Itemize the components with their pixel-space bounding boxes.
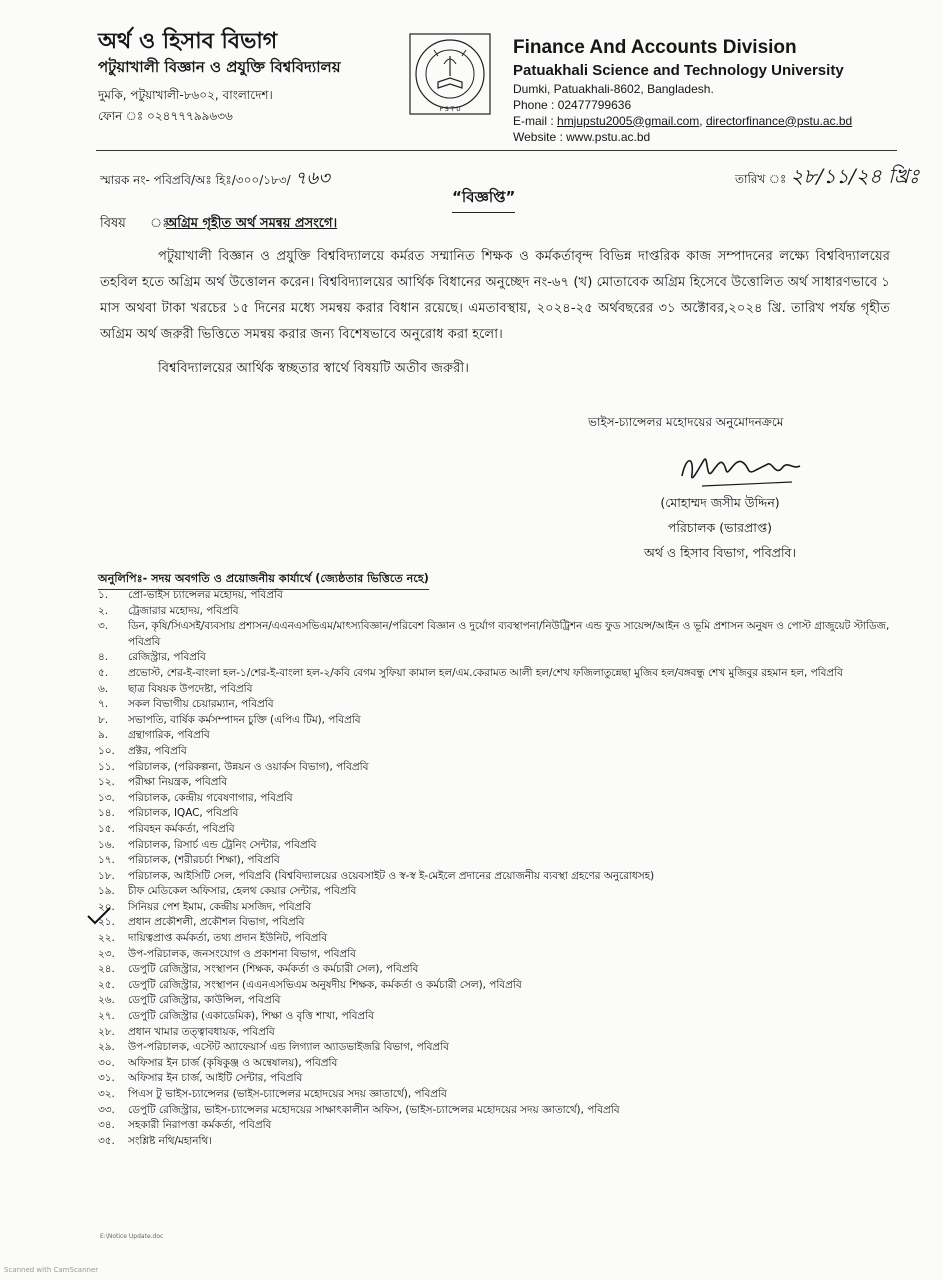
cc-item-text: রেজিস্ট্রার, পবিপ্রবি [128, 651, 206, 664]
cc-item-text: পরিচালক, রিসার্চ এন্ড ট্রেনিং সেন্টার, পবিপ্রবি [128, 838, 317, 851]
svg-text:P S T U: P S T U [439, 106, 461, 113]
cc-item-text: পরিচালক, (পরিকল্পনা, উন্নয়ন ও ওয়ার্কস বিভাগ), পবিপ্রবি [128, 760, 369, 773]
letterhead-english [513, 36, 852, 145]
signatory-block [600, 490, 840, 565]
cc-item-text: সিনিয়র পেশ ইমাম, কেন্দ্রীয় মসজিদ, পবিপ্রবি [128, 900, 312, 913]
cc-item-number: ২৬. [98, 994, 115, 1007]
cc-item-number: ৩০. [98, 1056, 115, 1069]
phone-en: Phone : 02477799636 [513, 97, 632, 112]
cc-item-text: দায়িত্বপ্রাপ্ত কর্মকর্তা, তথ্য প্রদান ইউনিট, পবিপ্রবি [128, 932, 328, 945]
subject-label: বিষয় [100, 216, 126, 231]
university-name-en: Patuakhali Science and Technology University [513, 61, 844, 79]
cc-item-text: গ্রন্থাগারিক, পবিপ্রবি [128, 729, 210, 742]
notice-date [735, 162, 919, 195]
cc-item-text: পরিচালক, কেন্দ্রীয় গবেষণাগার, পবিপ্রবি [128, 791, 293, 804]
cc-item-text: পরিচালক, আইসিটি সেল, পবিপ্রবি (বিশ্ববিদ্যালয়ের ওয়েবসাইট ও স্ব-স্ব ই-মেইলে প্রদানের প্রয়োজনীয় ব্যবস্থা গ্রহণের অনুরোধসহ) [128, 869, 655, 882]
notice-body [100, 244, 890, 382]
cc-list-item [98, 760, 898, 776]
cc-item-number: ১২. [98, 776, 115, 789]
body-paragraph-2: বিশ্ববিদ্যালয়ের আর্থিক স্বচ্ছতার স্বার্থে বিষয়টি অতীব জরুরী। [158, 361, 469, 376]
cc-item-number: ২. [98, 604, 109, 617]
cc-item-number: ৭. [98, 698, 109, 711]
letterhead-divider [96, 150, 897, 151]
cc-list-item [98, 791, 898, 807]
cc-item-number: ২০. [98, 900, 115, 913]
cc-item-number: ১. [98, 589, 109, 601]
cc-list-item [98, 1009, 898, 1025]
cc-item-number: ১৯. [98, 885, 115, 898]
cc-item-text: ডিন, কৃষি/সিএসই/ব্যবসায় প্রশাসন/এএনএসভিএম/মাৎস্যবিজ্ঞান/পরিবেশ বিজ্ঞান ও দুর্যোগ ব্যবস্থাপনা/নিউট্রিশন এন্ড ফুড সায়েন্স/আইন ও ভূমি প্রশাসন অনুষদ ও পোস্ট গ্রাজুয়েট স্টাডিজ, পবিপ্রবি [128, 620, 890, 648]
subject-line [100, 214, 337, 235]
cc-list-item [98, 962, 898, 978]
cc-list-item [98, 682, 898, 698]
email-line [513, 114, 852, 129]
cc-item-number: ১০. [98, 744, 115, 757]
cc-list-item [98, 822, 898, 838]
cc-item-number: ১৪. [98, 807, 115, 820]
letterhead-bengali [98, 28, 341, 124]
cc-list-item [98, 1087, 898, 1103]
cc-item-number: ২৩. [98, 947, 115, 960]
division-title-bn: অর্থ ও হিসাব বিভাগ [98, 29, 278, 54]
cc-item-number: ১১. [98, 760, 115, 773]
cc-item-text: ডেপুটি রেজিস্ট্রার, ভাইস-চ্যান্সেলর মহোদয়ের সাক্ষাৎকালীন অফিস, (ভাইস-চ্যান্সেলর মহোদয়ের সদয় জ্ঞাতার্থে), পবিপ্রবি [128, 1103, 620, 1116]
cc-item-text: ছাত্র বিষয়ক উপদেষ্টা, পবিপ্রবি [128, 682, 253, 695]
address-bn: দুমকি, পটুয়াখালী-৮৬০২, বাংলাদেশ। [98, 88, 273, 103]
cc-list-item [98, 744, 898, 760]
cc-item-number: ১৮. [98, 869, 115, 882]
cc-list-item [98, 1025, 898, 1041]
cc-list-item [98, 853, 898, 869]
cc-item-number: ১৬. [98, 838, 115, 851]
cc-list-item [98, 806, 898, 822]
checkmark-icon [86, 906, 112, 926]
cc-item-number: ১৭. [98, 854, 115, 867]
cc-item-number: ৩৫. [98, 1134, 115, 1147]
cc-item-text: অফিসার ইন চার্জ, আইটি সেন্টার, পবিপ্রবি [128, 1072, 303, 1085]
cc-list-item [98, 728, 898, 744]
cc-item-number: ৩. [98, 620, 109, 633]
cc-item-text: উপ-পরিচালক, এস্টেট অ্যাফেয়ার্স এন্ড লিগ্যাল অ্যাডভাইজরি বিভাগ, পবিপ্রবি [128, 1041, 449, 1054]
cc-item-number: ৩১. [98, 1072, 115, 1085]
cc-list-item [98, 604, 898, 620]
memo-number [100, 164, 330, 195]
cc-list-item [98, 884, 898, 900]
cc-list-item [98, 775, 898, 791]
cc-item-text: ডেপুটি রেজিস্ট্রার, সংস্থাপন (এএনএসভিএম অনুষদীয় শিক্ষক, কর্মকর্তা ও কর্মচারী সেল), পবিপ্রবি [128, 978, 522, 991]
subject-text: অগ্রিম গৃহীত অর্থ সমন্বয় প্রসংগে। [166, 216, 338, 231]
email-link-1[interactable]: hmjupstu2005@gmail.com [557, 113, 700, 128]
email-label: E-mail : [513, 113, 558, 128]
cc-item-text: সকল বিভাগীয় চেয়ারম্যান, পবিপ্রবি [128, 698, 274, 711]
cc-item-number: ৮. [98, 713, 109, 726]
cc-list-item [98, 1056, 898, 1072]
cc-item-text: সভাপতি, বার্ষিক কর্মসম্পাদন চুক্তি (এপিএ টিম), পবিপ্রবি [128, 713, 361, 726]
cc-item-text: ট্রেজারার মহোদয়, পবিপ্রবি [128, 604, 239, 617]
subject-separator: ঃ [150, 216, 170, 231]
email-link-2[interactable]: directorfinance@pstu.ac.bd [705, 113, 853, 128]
university-name-bn: পটুয়াখালী বিজ্ঞান ও প্রযুক্তি বিশ্ববিদ্যালয় [98, 57, 341, 76]
cc-list-item [98, 697, 898, 713]
cc-list-item [98, 978, 898, 994]
cc-item-text: ডেপুটি রেজিস্ট্রার (একাডেমিক), শিক্ষা ও বৃত্তি শাখা, পবিপ্রবি [128, 1010, 374, 1023]
phone-bn: ফোন ঃ ০২৪৭৭৭৯৯৬৩৬ [98, 109, 233, 124]
memo-label: স্মারক নং- পবিপ্রবি/অঃ হিঃ/৩০০/১৮৩/ [100, 173, 291, 187]
cc-list-item [98, 947, 898, 963]
signatory-office: অর্থ ও হিসাব বিভাগ, পবিপ্রবি। [644, 545, 796, 560]
cc-item-number: ২২. [98, 932, 115, 945]
cc-item-text: প্রধান খামার তত্ত্বাবধায়ক, পবিপ্রবি [128, 1025, 275, 1038]
notice-title: “বিজ্ঞপ্তি” [452, 186, 515, 213]
cc-list-item [98, 619, 898, 650]
cc-list-item [98, 993, 898, 1009]
address-en: Dumki, Patuakhali-8602, Bangladesh. [513, 81, 714, 96]
cc-item-number: ১৫. [98, 822, 115, 835]
date-handwritten: ২৮/১১/২৪ খ্রিঃ [790, 164, 920, 188]
signatory-name: (মোহাম্মদ জসীম উদ্দিন) [660, 495, 780, 510]
cc-list-item [98, 1071, 898, 1087]
cc-list-item [98, 1103, 898, 1119]
cc-item-number: ৩২. [98, 1088, 115, 1100]
cc-list-item [98, 931, 898, 947]
cc-item-number: ২৪. [98, 963, 115, 976]
cc-list-item [98, 588, 898, 604]
file-path-footer: E:\Notice Update.doc [100, 1233, 164, 1240]
division-title-en: Finance And Accounts Division [513, 37, 797, 58]
cc-list-item [98, 838, 898, 854]
cc-item-text: প্রক্টর, পবিপ্রবি [128, 744, 187, 757]
email-separator: , [699, 113, 706, 128]
signatory-designation: পরিচালক (ভারপ্রাপ্ত) [667, 520, 773, 535]
cc-item-number: ৪. [98, 651, 109, 664]
cc-item-number: ২১. [98, 916, 115, 929]
cc-item-text: চীফ মেডিকেল অফিসার, হেলথ কেয়ার সেন্টার, পবিপ্রবি [128, 885, 357, 898]
cc-item-number: ৩৩. [98, 1103, 115, 1116]
cc-item-number: ১৩. [98, 791, 115, 804]
approval-line: ভাইস-চ্যান্সেলর মহোদয়ের অনুমোদনক্রমে [588, 415, 784, 429]
cc-list-item [98, 713, 898, 729]
cc-item-number: ৯. [98, 729, 109, 742]
cc-item-number: ২৭. [98, 1010, 115, 1023]
cc-item-text: প্রভোস্ট, শের-ই-বাংলা হল-১/শের-ই-বাংলা হল-২/কবি বেগম সুফিয়া কামাল হল/এম.কেরামত আলী হল/শেখ ফজিলাতুন্নেছা মুজিব হল/বঙ্গবন্ধু শেখ মুজিবুর রহমান হল, পবিপ্রবি [128, 666, 843, 679]
cc-item-text: ডেপুটি রেজিস্ট্রার, কাউন্সিল, পবিপ্রবি [128, 994, 281, 1007]
cc-item-text: অফিসার ইন চার্জ (কৃষিকুঞ্জ ও অন্বেষালয়), পবিপ্রবি [128, 1056, 338, 1069]
cc-list-item [98, 869, 898, 885]
cc-item-text: পরিচালক, (শরীরচর্চা শিক্ষা), পবিপ্রবি [128, 854, 280, 867]
website: Website : www.pstu.ac.bd [513, 129, 651, 144]
cc-item-number: ২৯. [98, 1041, 115, 1054]
cc-list-item [98, 1134, 898, 1150]
cc-item-text: পরিচালক, IQAC, পবিপ্রবি [128, 807, 239, 820]
cc-item-number: ২৮. [98, 1025, 115, 1038]
cc-list-item [98, 666, 898, 682]
cc-list-item [98, 915, 898, 931]
cc-list-item [98, 1118, 898, 1134]
cc-item-text: উপ-পরিচালক, জনসংযোগ ও প্রকাশনা বিভাগ, পবিপ্রবি [128, 947, 356, 960]
cc-item-number: ৫. [98, 666, 109, 679]
cc-item-text: পরীক্ষা নিয়ন্ত্রক, পবিপ্রবি [128, 776, 228, 789]
cc-item-text: প্রো-ভাইস চ্যান্সেলর মহোদয়, পবিপ্রবি [128, 589, 283, 601]
cc-heading: অনুলিপিঃ- সদয় অবগতি ও প্রয়োজনীয় কার্যার্থে (জ্যেষ্ঠতার ভিত্তিতে নহে) [98, 570, 429, 590]
cc-item-text: পরিবহন কর্মকর্তা, পবিপ্রবি [128, 822, 235, 835]
date-label: তারিখ ঃ [735, 172, 787, 186]
cc-item-text: প্রধান প্রকৌশলী, প্রকৌশল বিভাগ, পবিপ্রবি [128, 916, 305, 929]
cc-item-number: ৩৪. [98, 1119, 115, 1132]
memo-number-handwritten: ৭৬৩ [294, 168, 330, 189]
cc-item-number: ২৫. [98, 978, 115, 991]
cc-list-item [98, 650, 898, 666]
scanner-watermark: Scanned with CamScanner [4, 1266, 99, 1274]
cc-list-item [98, 900, 898, 916]
cc-item-text: পিএস টু ভাইস-চ্যান্সেলর (ভাইস-চ্যান্সেলর মহোদয়ের সদয় জ্ঞাতার্থে), পবিপ্রবি [128, 1088, 447, 1100]
cc-item-text: সংশ্লিষ্ট নথি/মহানথি। [128, 1134, 212, 1147]
cc-item-text: ডেপুটি রেজিস্ট্রার, সংস্থাপন (শিক্ষক, কর্মকর্তা ও কর্মচারী সেল), পবিপ্রবি [128, 963, 419, 976]
cc-item-number: ৬. [98, 682, 109, 695]
university-logo-icon [408, 32, 492, 116]
signature-icon [672, 446, 822, 496]
cc-list-item [98, 1040, 898, 1056]
cc-item-text: সহকারী নিরাপত্তা কর্মকর্তা, পবিপ্রবি [128, 1119, 272, 1132]
body-paragraph-1: পটুয়াখালী বিজ্ঞান ও প্রযুক্তি বিশ্ববিদ্যালয়ে কর্মরত সম্মানিত শিক্ষক ও কর্মকর্তাবৃন্দ বিভিন্ন দাপ্তরিক কাজ সম্পাদনের লক্ষ্যে বিশ্ববিদ্যালয়ের তহবিল হতে অগ্রিম অর্থ উত্তোলন করেন। বিশ্ববিদ্যালয়ের আর্থিক বিধানের অনুচ্ছেদ নং-৬৭ (খ) মোতাবেক অগ্রিম হিসেবে উত্তোলিত অর্থ সাধারণভাবে ১ মাস অথবা টাকা খরচের ১৫ দিনের মধ্যে সমন্বয় করার বিধান রয়েছে। এমতাবস্থায়, ২০২৪-২৫ অর্থবছরের ৩১ অক্টোবর,২০২৪ খ্রি. তারিখ পর্যন্ত গৃহীত অগ্রিম অর্থ জরুরী ভিত্তিতে সমন্বয় করার জন্য বিশেষভাবে অনুরোধ করা হলো। [100, 249, 890, 342]
cc-list [98, 588, 898, 1149]
